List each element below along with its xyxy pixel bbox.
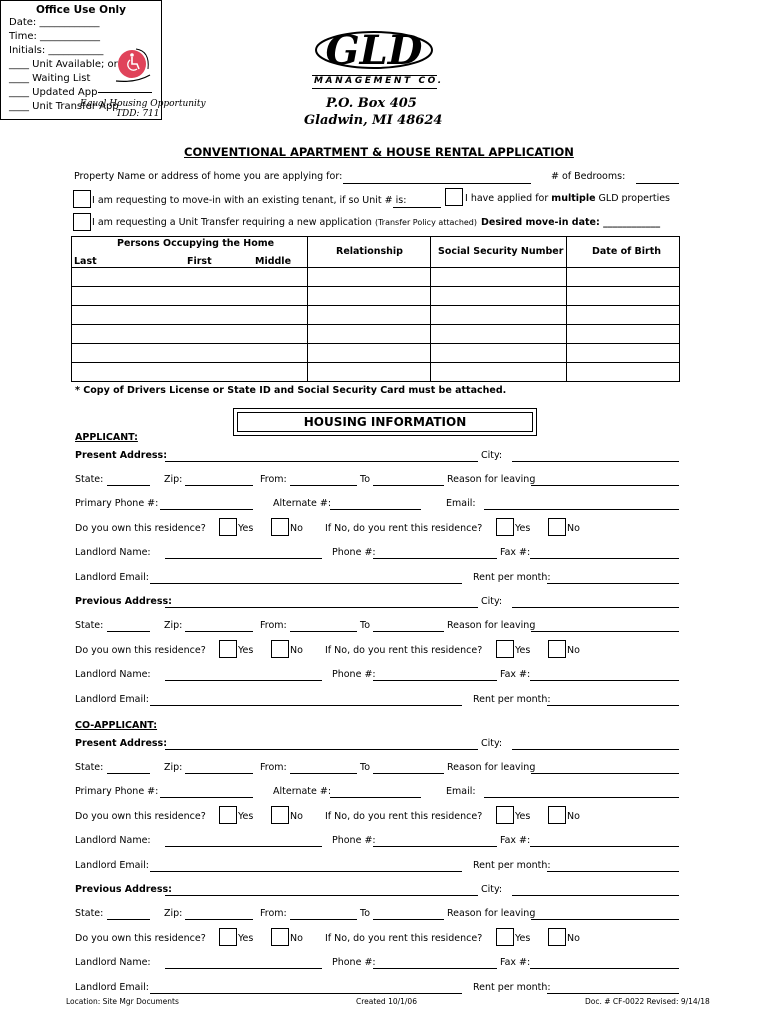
zip-label: Zip: (164, 908, 183, 919)
own-yes-checkbox[interactable] (219, 928, 237, 946)
col-relationship: Relationship (336, 246, 403, 257)
own-yes-checkbox[interactable] (219, 518, 237, 536)
primary-phone-label: Primary Phone #: (75, 786, 159, 797)
no-label: No (290, 933, 303, 944)
city-input[interactable] (512, 461, 679, 462)
fax-label: Fax #: (500, 547, 531, 558)
state-label: State: (75, 474, 104, 485)
city-input[interactable] (512, 895, 679, 896)
to-label: To (360, 908, 371, 919)
city-label: City: (481, 450, 503, 461)
office-row: ____ Unit Available; or (9, 59, 118, 70)
fax-input[interactable] (530, 558, 679, 559)
fax-input[interactable] (530, 680, 679, 681)
landlord-phone-label: Phone #: (332, 547, 376, 558)
present-address-label: Present Address: (75, 738, 167, 749)
own-residence-label: Do you own this residence? (75, 811, 206, 822)
to-input[interactable] (373, 631, 444, 632)
no-label: No (290, 645, 303, 656)
reason-label: Reason for leaving (447, 762, 536, 773)
fax-label: Fax #: (500, 669, 531, 680)
from-input[interactable] (290, 485, 357, 486)
own-yes-checkbox[interactable] (219, 640, 237, 658)
landlord-name-label: Landlord Name: (75, 957, 151, 968)
state-label: State: (75, 908, 104, 919)
yes-label: Yes (515, 811, 531, 822)
state-input[interactable] (107, 631, 150, 632)
city-input[interactable] (512, 607, 679, 608)
rent-no-checkbox[interactable] (548, 640, 566, 658)
to-label: To (360, 762, 371, 773)
col-last: Last (74, 256, 97, 267)
yes-label: Yes (515, 933, 531, 944)
yes-label: Yes (238, 933, 254, 944)
own-residence-label: Do you own this residence? (75, 933, 206, 944)
landlord-email-input[interactable] (150, 705, 462, 706)
rent-yes-checkbox[interactable] (496, 928, 514, 946)
present-address-label: Present Address: (75, 450, 167, 461)
multiple-label: I have applied for multiple GLD properties (465, 193, 671, 204)
reason-input[interactable] (531, 773, 679, 774)
office-row: ____ Updated App (9, 87, 98, 98)
primary-phone-label: Primary Phone #: (75, 498, 159, 509)
reason-input[interactable] (531, 485, 679, 486)
gld-logo (312, 24, 437, 74)
landlord-name-label: Landlord Name: (75, 547, 151, 558)
landlord-email-label: Landlord Email: (75, 860, 149, 871)
zip-label: Zip: (164, 474, 183, 485)
state-label: State: (75, 620, 104, 631)
own-no-checkbox[interactable] (271, 928, 289, 946)
address-line2: Gladwin, MI 48624 (304, 113, 443, 128)
occupants-table (71, 236, 680, 382)
no-label: No (290, 523, 303, 534)
logo-rule-2 (312, 88, 437, 89)
move-in-label: I am requesting to move-in with an existing tenant, if so Unit # is: (92, 195, 407, 206)
fax-input[interactable] (530, 968, 679, 969)
yes-label: Yes (238, 811, 254, 822)
from-input[interactable] (290, 773, 357, 774)
yes-label: Yes (238, 645, 254, 656)
landlord-email-input[interactable] (150, 583, 462, 584)
rent-month-input[interactable] (547, 705, 679, 706)
col-dob: Date of Birth (592, 246, 662, 257)
landlord-phone-label: Phone #: (332, 835, 376, 846)
landlord-email-input[interactable] (150, 871, 462, 872)
rent-yes-checkbox[interactable] (496, 518, 514, 536)
housing-info-title: HOUSING INFORMATION (237, 412, 533, 432)
footer-created: Created 10/1/06 (356, 997, 417, 1006)
landlord-email-label: Landlord Email: (75, 572, 149, 583)
col-first: First (187, 256, 212, 267)
table-row (72, 268, 680, 287)
table-row (72, 325, 680, 344)
to-input[interactable] (373, 773, 444, 774)
from-input[interactable] (290, 919, 357, 920)
unit-number-input[interactable] (393, 207, 441, 208)
multiple-checkbox[interactable] (445, 188, 463, 206)
address-line1: P.O. Box 405 (326, 96, 417, 111)
email-input[interactable] (484, 797, 679, 798)
from-label: From: (260, 762, 287, 773)
form-title: CONVENTIONAL APARTMENT & HOUSE RENTAL APPLICATION (184, 145, 574, 159)
email-input[interactable] (484, 509, 679, 510)
landlord-phone-input[interactable] (373, 558, 497, 559)
equal-housing-logo (110, 43, 160, 93)
zip-input[interactable] (185, 919, 253, 920)
table-row (72, 344, 680, 363)
yes-label: Yes (238, 523, 254, 534)
no-label: No (567, 645, 580, 656)
previous-address-label: Previous Address: (75, 884, 172, 895)
property-input[interactable] (343, 183, 531, 184)
email-label: Email: (446, 498, 476, 509)
landlord-email-label: Landlord Email: (75, 694, 149, 705)
to-label: To (360, 474, 371, 485)
to-label: To (360, 620, 371, 631)
rent-no-checkbox[interactable] (548, 928, 566, 946)
table-row (72, 287, 680, 306)
from-label: From: (260, 620, 287, 631)
reason-input[interactable] (531, 919, 679, 920)
co-applicant-heading: CO-APPLICANT: (75, 720, 158, 731)
company-name: MANAGEMENT CO. (314, 76, 444, 86)
landlord-name-label: Landlord Name: (75, 835, 151, 846)
id-note: * Copy of Drivers License or State ID and Social Security Card must be attached. (75, 385, 507, 396)
rent-month-label: Rent per month: (473, 572, 551, 583)
own-no-checkbox[interactable] (271, 518, 289, 536)
transfer-checkbox[interactable] (73, 213, 91, 231)
wheelchair-icon (110, 43, 160, 93)
rent-residence-label: If No, do you rent this residence? (325, 523, 483, 534)
occupants-header: Persons Occupying the Home (117, 238, 275, 249)
move-in-checkbox[interactable] (73, 190, 91, 208)
landlord-phone-input[interactable] (373, 680, 497, 681)
no-label: No (290, 811, 303, 822)
transfer-label: I am requesting a Unit Transfer requiring a new application (Transfer Policy attached) (92, 217, 478, 228)
own-residence-label: Do you own this residence? (75, 645, 206, 656)
city-input[interactable] (512, 749, 679, 750)
landlord-email-input[interactable] (150, 993, 462, 994)
no-label: No (567, 523, 580, 534)
previous-address-label: Previous Address: (75, 596, 172, 607)
yes-label: Yes (515, 523, 531, 534)
landlord-phone-input[interactable] (373, 846, 497, 847)
rent-no-checkbox[interactable] (548, 518, 566, 536)
address-input[interactable] (165, 607, 478, 608)
no-label: No (567, 811, 580, 822)
rent-month-label: Rent per month: (473, 982, 551, 993)
own-no-checkbox[interactable] (271, 806, 289, 824)
office-row: ____ Waiting List (9, 73, 91, 84)
city-label: City: (481, 738, 503, 749)
bedrooms-label: # of Bedrooms: (551, 171, 626, 182)
rent-yes-checkbox[interactable] (496, 640, 514, 658)
fax-label: Fax #: (500, 835, 531, 846)
rent-yes-checkbox[interactable] (496, 806, 514, 824)
zip-input[interactable] (185, 773, 253, 774)
rent-residence-label: If No, do you rent this residence? (325, 645, 483, 656)
rent-residence-label: If No, do you rent this residence? (325, 933, 483, 944)
footer-location: Location: Site Mgr Documents (66, 997, 179, 1006)
logo-text: GLD (325, 27, 423, 74)
no-label: No (567, 933, 580, 944)
logo-underline (98, 92, 152, 93)
rent-month-label: Rent per month: (473, 694, 551, 705)
landlord-name-input[interactable] (165, 558, 322, 559)
primary-phone-input[interactable] (160, 797, 253, 798)
landlord-name-input[interactable] (165, 846, 322, 847)
address-input[interactable] (165, 895, 478, 896)
rent-month-input[interactable] (547, 871, 679, 872)
desired-move-in-label: Desired move-in date: ____________ (481, 217, 661, 228)
landlord-phone-input[interactable] (373, 968, 497, 969)
primary-phone-input[interactable] (160, 509, 253, 510)
reason-input[interactable] (531, 631, 679, 632)
zip-label: Zip: (164, 620, 183, 631)
state-label: State: (75, 762, 104, 773)
table-row (72, 363, 680, 382)
landlord-phone-label: Phone #: (332, 957, 376, 968)
reason-label: Reason for leaving (447, 908, 536, 919)
city-label: City: (481, 596, 503, 607)
landlord-name-input[interactable] (165, 680, 322, 681)
yes-label: Yes (515, 645, 531, 656)
address-input[interactable] (165, 461, 478, 462)
reason-label: Reason for leaving (447, 474, 536, 485)
rent-month-label: Rent per month: (473, 860, 551, 871)
from-label: From: (260, 474, 287, 485)
from-input[interactable] (290, 631, 357, 632)
address-input[interactable] (165, 749, 478, 750)
zip-label: Zip: (164, 762, 183, 773)
state-input[interactable] (107, 485, 150, 486)
office-row: ____ Unit Transfer App (9, 101, 119, 112)
landlord-name-label: Landlord Name: (75, 669, 151, 680)
table-row (72, 306, 680, 325)
own-no-checkbox[interactable] (271, 640, 289, 658)
from-label: From: (260, 908, 287, 919)
rent-no-checkbox[interactable] (548, 806, 566, 824)
state-input[interactable] (107, 773, 150, 774)
zip-input[interactable] (185, 631, 253, 632)
alternate-input[interactable] (330, 509, 421, 510)
zip-input[interactable] (185, 485, 253, 486)
rent-month-input[interactable] (547, 583, 679, 584)
office-use-title: Office Use Only (35, 4, 127, 16)
fax-label: Fax #: (500, 957, 531, 968)
own-residence-label: Do you own this residence? (75, 523, 206, 534)
to-input[interactable] (373, 919, 444, 920)
eho-text: Equal Housing Opportunity (80, 99, 206, 109)
landlord-name-input[interactable] (165, 968, 322, 969)
own-yes-checkbox[interactable] (219, 806, 237, 824)
col-ssn: Social Security Number (438, 246, 564, 257)
housing-info-header (233, 408, 537, 436)
office-row: Initials: ___________ (9, 45, 104, 56)
landlord-phone-label: Phone #: (332, 669, 376, 680)
footer-doc: Doc. # CF-0022 Revised: 9/14/18 (585, 997, 710, 1006)
email-label: Email: (446, 786, 476, 797)
office-row: Time: ____________ (9, 31, 101, 42)
to-input[interactable] (373, 485, 444, 486)
rent-residence-label: If No, do you rent this residence? (325, 811, 483, 822)
landlord-email-label: Landlord Email: (75, 982, 149, 993)
col-middle: Middle (255, 256, 292, 267)
tdd-text: TDD: 711 (116, 109, 160, 119)
state-input[interactable] (107, 919, 150, 920)
fax-input[interactable] (530, 846, 679, 847)
reason-label: Reason for leaving (447, 620, 536, 631)
alternate-label: Alternate #: (273, 498, 332, 509)
rent-month-input[interactable] (547, 993, 679, 994)
alternate-input[interactable] (330, 797, 421, 798)
applicant-heading: APPLICANT: (75, 432, 138, 443)
bedrooms-input[interactable] (636, 183, 679, 184)
property-label: Property Name or address of home you are applying for: (74, 171, 343, 182)
city-label: City: (481, 884, 503, 895)
office-row: Date: ____________ (9, 17, 100, 28)
alternate-label: Alternate #: (273, 786, 332, 797)
